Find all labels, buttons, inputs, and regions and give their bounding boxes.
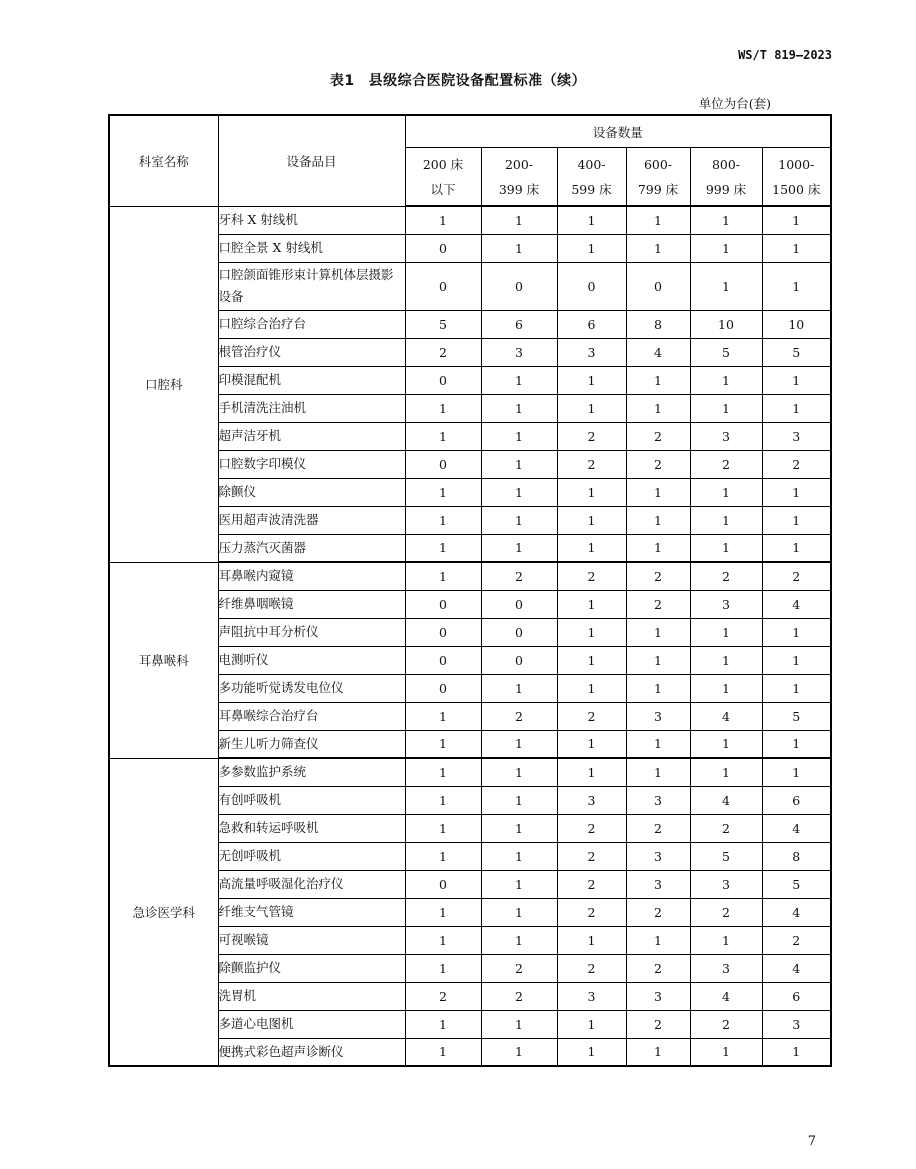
quantity-cell: 0 bbox=[405, 450, 481, 478]
quantity-cell: 3 bbox=[690, 422, 762, 450]
table-row bbox=[109, 842, 831, 870]
quantity-cell: 2 bbox=[626, 1010, 690, 1038]
quantity-cell: 1 bbox=[481, 1038, 557, 1066]
quantity-cell: 2 bbox=[557, 870, 626, 898]
quantity-cell: 1 bbox=[557, 206, 626, 234]
quantity-cell: 4 bbox=[690, 982, 762, 1010]
equipment-item: 急救和转运呼吸机 bbox=[218, 814, 405, 842]
quantity-cell: 1 bbox=[405, 506, 481, 534]
equipment-item: 洗胃机 bbox=[218, 982, 405, 1010]
quantity-cell: 1 bbox=[405, 394, 481, 422]
quantity-cell: 1 bbox=[557, 394, 626, 422]
table-row bbox=[109, 338, 831, 366]
quantity-cell: 4 bbox=[626, 338, 690, 366]
table-row bbox=[109, 674, 831, 702]
quantity-cell: 2 bbox=[626, 898, 690, 926]
header-department: 科室名称 bbox=[109, 115, 218, 206]
quantity-cell: 3 bbox=[762, 1010, 831, 1038]
quantity-cell: 1 bbox=[762, 534, 831, 562]
quantity-cell: 1 bbox=[557, 1010, 626, 1038]
quantity-cell: 1 bbox=[405, 730, 481, 758]
table-row bbox=[109, 206, 831, 234]
quantity-cell: 1 bbox=[690, 478, 762, 506]
quantity-cell: 3 bbox=[626, 702, 690, 730]
quantity-cell: 1 bbox=[762, 730, 831, 758]
equipment-item: 多功能听觉诱发电位仪 bbox=[218, 674, 405, 702]
header-bed-range-line: 200- bbox=[504, 156, 534, 172]
quantity-cell: 1 bbox=[405, 898, 481, 926]
table-title-text: 县级综合医院设备配置标准（续） bbox=[368, 73, 587, 89]
equipment-item: 有创呼吸机 bbox=[218, 786, 405, 814]
quantity-cell: 1 bbox=[762, 206, 831, 234]
quantity-cell: 2 bbox=[690, 814, 762, 842]
equipment-item: 口腔颌面锥形束计算机体层摄影设备 bbox=[218, 262, 405, 310]
quantity-cell: 1 bbox=[557, 590, 626, 618]
quantity-cell: 2 bbox=[690, 450, 762, 478]
quantity-cell: 4 bbox=[690, 702, 762, 730]
quantity-cell: 1 bbox=[626, 234, 690, 262]
quantity-cell: 1 bbox=[626, 478, 690, 506]
quantity-cell: 4 bbox=[690, 786, 762, 814]
equipment-item: 耳鼻喉内窥镜 bbox=[218, 562, 405, 590]
table-row bbox=[109, 618, 831, 646]
table-row bbox=[109, 898, 831, 926]
quantity-cell: 1 bbox=[762, 758, 831, 786]
quantity-cell: 1 bbox=[762, 478, 831, 506]
quantity-cell: 5 bbox=[690, 338, 762, 366]
quantity-cell: 1 bbox=[405, 1010, 481, 1038]
quantity-cell: 0 bbox=[481, 262, 557, 310]
table-row bbox=[109, 590, 831, 618]
equipment-item: 电测听仪 bbox=[218, 646, 405, 674]
quantity-cell: 1 bbox=[481, 674, 557, 702]
quantity-cell: 1 bbox=[690, 262, 762, 310]
quantity-cell: 1 bbox=[557, 926, 626, 954]
table-row bbox=[109, 954, 831, 982]
quantity-cell: 1 bbox=[405, 1038, 481, 1066]
equipment-item: 手机清洗注油机 bbox=[218, 394, 405, 422]
equipment-item: 无创呼吸机 bbox=[218, 842, 405, 870]
quantity-cell: 0 bbox=[405, 870, 481, 898]
equipment-item: 多参数监护系统 bbox=[218, 758, 405, 786]
quantity-cell: 1 bbox=[481, 870, 557, 898]
quantity-cell: 1 bbox=[690, 366, 762, 394]
header-bed-range-line: 1500 床 bbox=[772, 181, 821, 197]
equipment-item: 医用超声波清洗器 bbox=[218, 506, 405, 534]
table-row bbox=[109, 366, 831, 394]
department-name: 耳鼻喉科 bbox=[109, 562, 218, 758]
equipment-item: 压力蒸汽灭菌器 bbox=[218, 534, 405, 562]
quantity-cell: 2 bbox=[481, 562, 557, 590]
quantity-cell: 10 bbox=[762, 310, 831, 338]
table-row bbox=[109, 646, 831, 674]
quantity-cell: 1 bbox=[557, 730, 626, 758]
quantity-cell: 1 bbox=[557, 506, 626, 534]
quantity-cell: 2 bbox=[481, 702, 557, 730]
equipment-item: 口腔全景 X 射线机 bbox=[218, 234, 405, 262]
department-name: 口腔科 bbox=[109, 206, 218, 562]
quantity-cell: 3 bbox=[557, 786, 626, 814]
quantity-cell: 1 bbox=[690, 646, 762, 674]
quantity-cell: 1 bbox=[626, 758, 690, 786]
quantity-cell: 3 bbox=[626, 842, 690, 870]
quantity-cell: 2 bbox=[626, 562, 690, 590]
quantity-cell: 1 bbox=[762, 234, 831, 262]
quantity-cell: 1 bbox=[626, 646, 690, 674]
header-bed-range-line: 599 床 bbox=[571, 181, 612, 197]
quantity-cell: 1 bbox=[557, 618, 626, 646]
quantity-cell: 3 bbox=[690, 954, 762, 982]
quantity-cell: 0 bbox=[481, 618, 557, 646]
quantity-cell: 6 bbox=[481, 310, 557, 338]
quantity-cell: 1 bbox=[481, 1010, 557, 1038]
quantity-cell: 1 bbox=[481, 206, 557, 234]
quantity-cell: 1 bbox=[626, 366, 690, 394]
table-title bbox=[0, 70, 916, 90]
quantity-cell: 1 bbox=[481, 422, 557, 450]
equipment-item: 口腔综合治疗台 bbox=[218, 310, 405, 338]
equipment-item: 可视喉镜 bbox=[218, 926, 405, 954]
quantity-cell: 3 bbox=[557, 982, 626, 1010]
table-row bbox=[109, 450, 831, 478]
quantity-cell: 2 bbox=[557, 562, 626, 590]
quantity-cell: 1 bbox=[405, 478, 481, 506]
quantity-cell: 2 bbox=[762, 450, 831, 478]
table-row bbox=[109, 1038, 831, 1066]
quantity-cell: 0 bbox=[557, 262, 626, 310]
quantity-cell: 4 bbox=[762, 814, 831, 842]
quantity-cell: 1 bbox=[481, 234, 557, 262]
table-row bbox=[109, 234, 831, 262]
table-row bbox=[109, 982, 831, 1010]
quantity-cell: 1 bbox=[690, 674, 762, 702]
quantity-cell: 0 bbox=[405, 618, 481, 646]
quantity-cell: 2 bbox=[405, 982, 481, 1010]
quantity-cell: 0 bbox=[405, 366, 481, 394]
equipment-item: 根管治疗仪 bbox=[218, 338, 405, 366]
quantity-cell: 1 bbox=[690, 758, 762, 786]
header-bed-range-line: 999 床 bbox=[705, 181, 747, 197]
quantity-cell: 1 bbox=[762, 366, 831, 394]
quantity-cell: 1 bbox=[481, 450, 557, 478]
header-bed-range-line: 以下 bbox=[430, 181, 456, 197]
quantity-cell: 1 bbox=[557, 366, 626, 394]
quantity-cell: 1 bbox=[762, 394, 831, 422]
header-bed-range bbox=[626, 148, 690, 207]
quantity-cell: 1 bbox=[405, 758, 481, 786]
quantity-cell: 2 bbox=[626, 590, 690, 618]
quantity-cell: 2 bbox=[481, 954, 557, 982]
equipment-item: 新生儿听力筛查仪 bbox=[218, 730, 405, 758]
quantity-cell: 5 bbox=[405, 310, 481, 338]
equipment-item: 口腔数字印模仪 bbox=[218, 450, 405, 478]
table-row bbox=[109, 758, 831, 786]
quantity-cell: 1 bbox=[762, 618, 831, 646]
equipment-item: 声阻抗中耳分析仪 bbox=[218, 618, 405, 646]
quantity-cell: 1 bbox=[690, 926, 762, 954]
header-bed-range-line: 799 床 bbox=[637, 181, 679, 197]
quantity-cell: 2 bbox=[626, 450, 690, 478]
quantity-cell: 2 bbox=[690, 562, 762, 590]
quantity-cell: 1 bbox=[690, 618, 762, 646]
equipment-item: 超声洁牙机 bbox=[218, 422, 405, 450]
quantity-cell: 1 bbox=[405, 422, 481, 450]
quantity-cell: 1 bbox=[481, 786, 557, 814]
quantity-cell: 1 bbox=[762, 674, 831, 702]
quantity-cell: 1 bbox=[690, 506, 762, 534]
quantity-cell: 1 bbox=[405, 954, 481, 982]
quantity-cell: 1 bbox=[481, 842, 557, 870]
quantity-cell: 0 bbox=[405, 234, 481, 262]
quantity-cell: 1 bbox=[626, 730, 690, 758]
quantity-cell: 6 bbox=[762, 982, 831, 1010]
equipment-item: 牙科 X 射线机 bbox=[218, 206, 405, 234]
header-bed-range bbox=[690, 148, 762, 207]
table-row bbox=[109, 506, 831, 534]
quantity-cell: 3 bbox=[690, 590, 762, 618]
table-body bbox=[109, 206, 831, 1066]
quantity-cell: 1 bbox=[481, 478, 557, 506]
quantity-cell: 1 bbox=[481, 506, 557, 534]
table-number: 表1 bbox=[329, 73, 355, 89]
quantity-cell: 3 bbox=[626, 786, 690, 814]
equipment-standard-table bbox=[108, 114, 832, 1067]
quantity-cell: 0 bbox=[481, 646, 557, 674]
quantity-cell: 1 bbox=[405, 842, 481, 870]
quantity-cell: 1 bbox=[690, 394, 762, 422]
quantity-cell: 2 bbox=[557, 814, 626, 842]
header-bed-range-line: 1000- bbox=[778, 156, 815, 172]
quantity-cell: 2 bbox=[762, 926, 831, 954]
equipment-item: 纤维鼻咽喉镜 bbox=[218, 590, 405, 618]
quantity-cell: 0 bbox=[405, 262, 481, 310]
header-quantity-group: 设备数量 bbox=[405, 115, 831, 148]
quantity-cell: 3 bbox=[626, 982, 690, 1010]
quantity-cell: 1 bbox=[557, 674, 626, 702]
quantity-cell: 1 bbox=[690, 1038, 762, 1066]
quantity-cell: 1 bbox=[690, 206, 762, 234]
table-row bbox=[109, 730, 831, 758]
table-row bbox=[109, 702, 831, 730]
unit-label: 单位为台(套) bbox=[698, 96, 771, 111]
table-row bbox=[109, 534, 831, 562]
quantity-cell: 1 bbox=[405, 702, 481, 730]
quantity-cell: 1 bbox=[481, 366, 557, 394]
quantity-cell: 2 bbox=[557, 954, 626, 982]
header-bed-range bbox=[481, 148, 557, 207]
quantity-cell: 5 bbox=[762, 702, 831, 730]
quantity-cell: 1 bbox=[405, 926, 481, 954]
quantity-cell: 1 bbox=[405, 562, 481, 590]
quantity-cell: 2 bbox=[626, 814, 690, 842]
quantity-cell: 2 bbox=[690, 898, 762, 926]
quantity-cell: 1 bbox=[557, 234, 626, 262]
quantity-cell: 1 bbox=[481, 758, 557, 786]
equipment-item: 纤维支气管镜 bbox=[218, 898, 405, 926]
quantity-cell: 1 bbox=[405, 814, 481, 842]
table-row bbox=[109, 562, 831, 590]
quantity-cell: 8 bbox=[762, 842, 831, 870]
quantity-cell: 0 bbox=[405, 646, 481, 674]
header-bed-range-line: 400- bbox=[577, 156, 606, 172]
quantity-cell: 2 bbox=[557, 450, 626, 478]
page-number: 7 bbox=[807, 1134, 816, 1149]
equipment-item: 高流量呼吸湿化治疗仪 bbox=[218, 870, 405, 898]
quantity-cell: 3 bbox=[626, 870, 690, 898]
quantity-cell: 1 bbox=[557, 534, 626, 562]
header-bed-range-line: 399 床 bbox=[498, 181, 540, 197]
quantity-cell: 1 bbox=[557, 758, 626, 786]
quantity-cell: 5 bbox=[762, 870, 831, 898]
quantity-cell: 3 bbox=[481, 338, 557, 366]
quantity-cell: 1 bbox=[481, 814, 557, 842]
equipment-item: 除颤监护仪 bbox=[218, 954, 405, 982]
header-bed-range-line: 600- bbox=[643, 156, 673, 172]
quantity-cell: 1 bbox=[626, 1038, 690, 1066]
quantity-cell: 2 bbox=[626, 422, 690, 450]
quantity-cell: 1 bbox=[481, 534, 557, 562]
quantity-cell: 3 bbox=[762, 422, 831, 450]
equipment-item: 除颤仪 bbox=[218, 478, 405, 506]
quantity-cell: 1 bbox=[690, 234, 762, 262]
quantity-cell: 1 bbox=[626, 394, 690, 422]
header-equipment-item: 设备品目 bbox=[218, 115, 405, 206]
header-bed-range bbox=[557, 148, 626, 207]
quantity-cell: 1 bbox=[762, 506, 831, 534]
table-row bbox=[109, 394, 831, 422]
table-row bbox=[109, 926, 831, 954]
quantity-cell: 2 bbox=[557, 422, 626, 450]
quantity-cell: 1 bbox=[762, 646, 831, 674]
quantity-cell: 5 bbox=[690, 842, 762, 870]
quantity-cell: 0 bbox=[405, 674, 481, 702]
quantity-cell: 5 bbox=[762, 338, 831, 366]
equipment-item: 印模混配机 bbox=[218, 366, 405, 394]
quantity-cell: 1 bbox=[626, 506, 690, 534]
table-row bbox=[109, 262, 831, 310]
quantity-cell: 2 bbox=[690, 1010, 762, 1038]
quantity-cell: 0 bbox=[405, 590, 481, 618]
equipment-item: 耳鼻喉综合治疗台 bbox=[218, 702, 405, 730]
quantity-cell: 6 bbox=[557, 310, 626, 338]
quantity-cell: 1 bbox=[405, 206, 481, 234]
table-row bbox=[109, 422, 831, 450]
quantity-cell: 4 bbox=[762, 954, 831, 982]
quantity-cell: 1 bbox=[762, 1038, 831, 1066]
document-code: WS/T 819—2023 bbox=[738, 48, 832, 62]
quantity-cell: 1 bbox=[626, 926, 690, 954]
quantity-cell: 10 bbox=[690, 310, 762, 338]
quantity-cell: 1 bbox=[481, 898, 557, 926]
quantity-cell: 1 bbox=[405, 786, 481, 814]
quantity-cell: 1 bbox=[626, 618, 690, 646]
quantity-cell: 1 bbox=[626, 674, 690, 702]
quantity-cell: 0 bbox=[626, 262, 690, 310]
quantity-cell: 6 bbox=[762, 786, 831, 814]
quantity-cell: 1 bbox=[557, 646, 626, 674]
table-row bbox=[109, 814, 831, 842]
header-bed-range-line: 800- bbox=[711, 156, 741, 172]
table-row bbox=[109, 870, 831, 898]
table-row bbox=[109, 478, 831, 506]
quantity-cell: 1 bbox=[626, 206, 690, 234]
table-row bbox=[109, 310, 831, 338]
quantity-cell: 2 bbox=[557, 702, 626, 730]
quantity-cell: 2 bbox=[481, 982, 557, 1010]
quantity-cell: 1 bbox=[557, 478, 626, 506]
table-row bbox=[109, 786, 831, 814]
quantity-cell: 2 bbox=[762, 562, 831, 590]
quantity-cell: 1 bbox=[481, 730, 557, 758]
quantity-cell: 1 bbox=[405, 534, 481, 562]
quantity-cell: 2 bbox=[405, 338, 481, 366]
equipment-item: 便携式彩色超声诊断仪 bbox=[218, 1038, 405, 1066]
department-name: 急诊医学科 bbox=[109, 758, 218, 1066]
quantity-cell: 1 bbox=[481, 926, 557, 954]
quantity-cell: 1 bbox=[762, 262, 831, 310]
quantity-cell: 3 bbox=[557, 338, 626, 366]
quantity-cell: 8 bbox=[626, 310, 690, 338]
header-bed-range bbox=[405, 148, 481, 207]
header-bed-range-line: 200 床 bbox=[422, 156, 464, 172]
quantity-cell: 0 bbox=[481, 590, 557, 618]
quantity-cell: 2 bbox=[626, 954, 690, 982]
quantity-cell: 1 bbox=[690, 730, 762, 758]
quantity-cell: 4 bbox=[762, 590, 831, 618]
quantity-cell: 1 bbox=[690, 534, 762, 562]
header-bed-range bbox=[762, 148, 831, 207]
equipment-item: 多道心电图机 bbox=[218, 1010, 405, 1038]
quantity-cell: 4 bbox=[762, 898, 831, 926]
table-row bbox=[109, 1010, 831, 1038]
quantity-cell: 2 bbox=[557, 842, 626, 870]
quantity-cell: 1 bbox=[557, 1038, 626, 1066]
quantity-cell: 1 bbox=[626, 534, 690, 562]
quantity-cell: 1 bbox=[481, 394, 557, 422]
table-header bbox=[109, 115, 831, 206]
quantity-cell: 3 bbox=[690, 870, 762, 898]
quantity-cell: 2 bbox=[557, 898, 626, 926]
